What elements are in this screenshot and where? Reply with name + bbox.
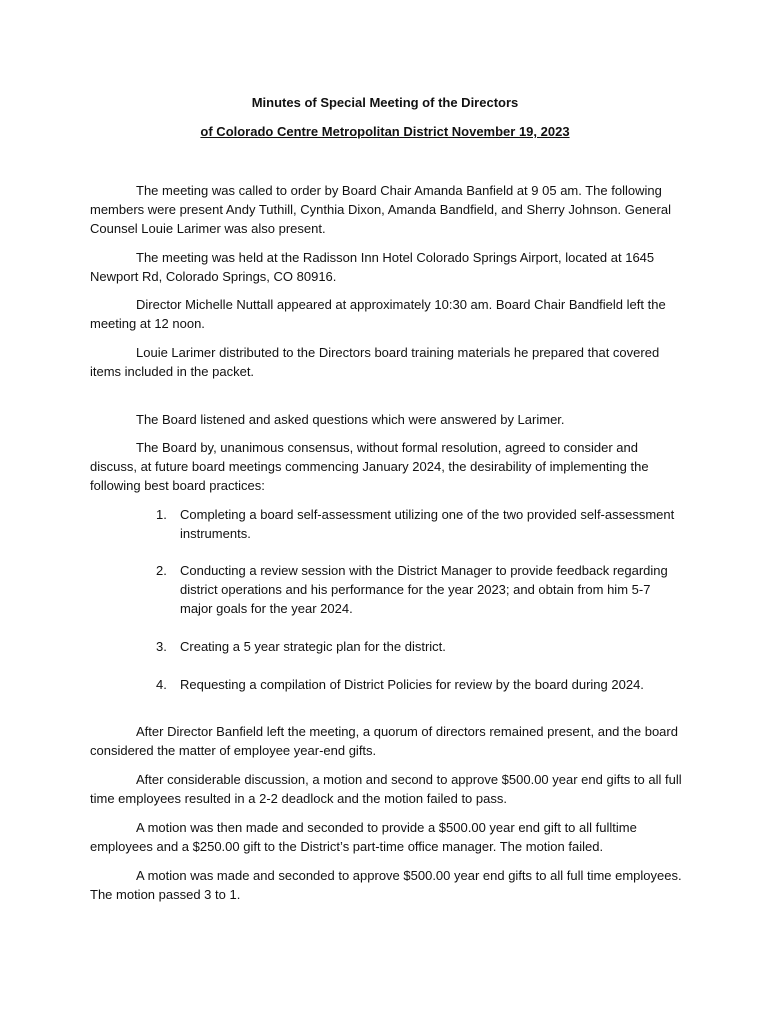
paragraph-first-motion: After considerable discussion, a motion and second to approve $500.00 year end gifts to all full time employees resulted in a 2-2 deadlock and the motion failed to pass. bbox=[90, 772, 682, 806]
paragraph-second-motion: A motion was then made and seconded to provide a $500.00 year end gift to all fulltime employees and a $250.00 gift to the District’s part-time office manager. The motion failed. bbox=[90, 820, 637, 854]
list-item-text: Creating a 5 year strategic plan for the district. bbox=[180, 639, 446, 654]
list-item-number: 4. bbox=[156, 677, 167, 692]
list-item-number: 2. bbox=[156, 563, 167, 578]
paragraph-questions: The Board listened and asked questions which were answered by Larimer. bbox=[136, 412, 565, 427]
list-item bbox=[156, 505, 680, 543]
list-item-text: Requesting a compilation of District Policies for review by the board during 2024. bbox=[180, 677, 644, 692]
document-subtitle: of Colorado Centre Metropolitan District November 19, 2023 bbox=[200, 124, 570, 139]
list-item-text: Conducting a review session with the District Manager to provide feedback regarding district operations and his performance for the year 2023; and obtain from him 5-7 major goals for the year 2024. bbox=[180, 563, 668, 616]
paragraph-training-materials: Louie Larimer distributed to the Directors board training materials he prepared that covered items included in the packet. bbox=[90, 345, 660, 379]
document-title: Minutes of Special Meeting of the Directors bbox=[251, 95, 519, 110]
paragraph-third-motion: A motion was made and seconded to approve $500.00 year end gifts to all full time employees. The motion passed 3 to 1. bbox=[90, 868, 682, 902]
paragraph-location: The meeting was held at the Radisson Inn Hotel Colorado Springs Airport, located at 1645 Newport Rd, Colorado Springs, CO 80916. bbox=[90, 250, 655, 284]
paragraph-consensus: The Board by, unanimous consensus, without formal resolution, agreed to consider and discuss, at future board meetings commencing January 2024, the desirability of implementing the following best board practices: bbox=[90, 440, 649, 493]
list-item-number: 1. bbox=[156, 507, 167, 522]
list-item bbox=[156, 637, 680, 656]
list-item-text: Completing a board self-assessment utilizing one of the two provided self-assessment instruments. bbox=[180, 507, 675, 541]
paragraph-quorum: After Director Banfield left the meeting, a quorum of directors remained present, and the board considered the matter of employee year-end gifts. bbox=[90, 724, 678, 758]
list-item bbox=[156, 561, 680, 618]
paragraph-call-to-order: The meeting was called to order by Board Chair Amanda Banfield at 9 05 am. The following members were present Andy Tuthill, Cynthia Dixon, Amanda Bandfield, and Sherry Johnson. General Counsel Louie Larimer was also present. bbox=[90, 183, 671, 236]
paragraph-attendance-changes: Director Michelle Nuttall appeared at approximately 10:30 am. Board Chair Bandfield left the meeting at 12 noon. bbox=[90, 297, 666, 331]
list-item-number: 3. bbox=[156, 639, 167, 654]
list-item bbox=[156, 675, 680, 694]
